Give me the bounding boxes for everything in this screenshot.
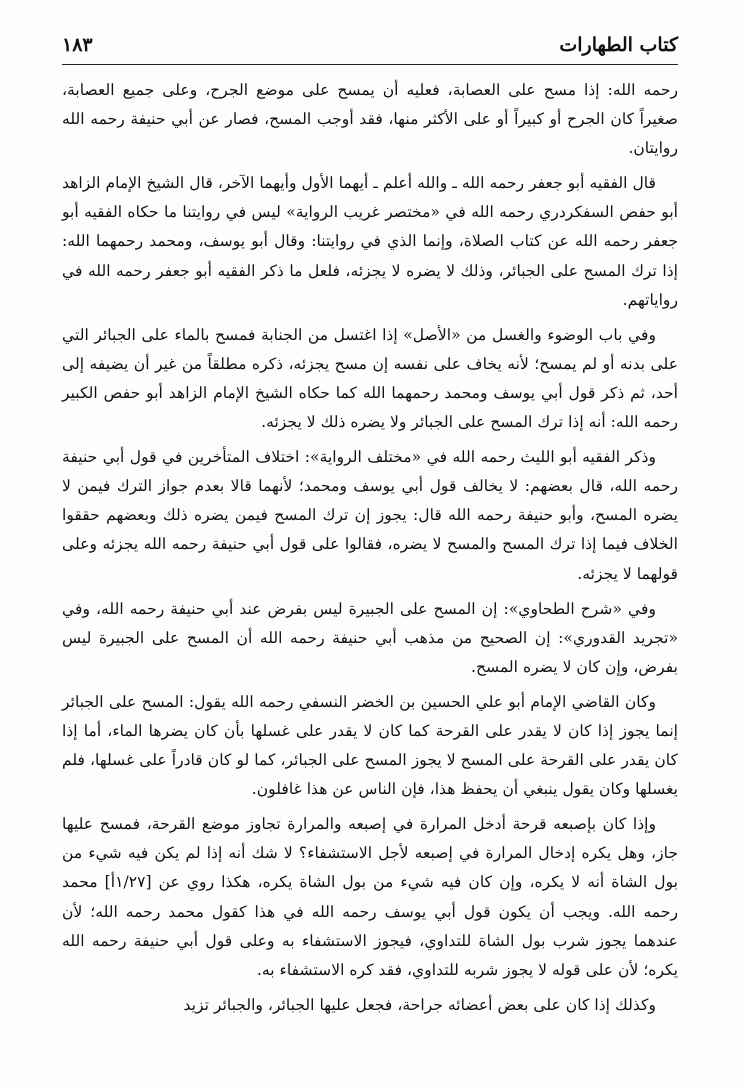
paragraph-1: رحمه الله: إذا مسح على العصابة، فعليه أن يمسح على موضع الجرح، وعلى جميع العصابة، صغيراً كان الجرح أو كبيراً أو على الأكثر منها، فقد أوجب المسح، فصار عن أبي حنيفة رحمه الله روايتان. (62, 81, 678, 158)
paragraph-8: وكذلك إذا كان على بعض أعضائه جراحة، فجعل عليها الجبائر، والجبائر تزيد (183, 995, 656, 1014)
page-header (62, 30, 678, 65)
paragraph-6: وكان القاضي الإمام أبو علي الحسين بن الخضر النسفي رحمه الله يقول: المسح على الجبائر إنما يجوز إذا كان لا يقدر على القرحة كما كان لا يقدر على غسلها بأن كان يضرها الماء، أما إذا كان يقدر على القرحة على المسح لا يجوز المسح على الجبائر، كما لو كان قادراً على غسلها، فلم يغسلها وكان يقول ينبغي أن يحفظ هذا، فإن الناس عن هذا غافلون. (62, 692, 678, 799)
paragraph-5: وفي «شرح الطحاوي»: إن المسح على الجبيرة ليس بفرض عند أبي حنيفة رحمه الله، وفي «تجريد القدوري»: إن الصحيح من مذهب أبي حنيفة رحمه الله أن المسح على الجبيرة ليس بفرض، وإن كان لا يضره المسح. (62, 599, 678, 676)
paragraph-4: وذكر الفقيه أبو الليث رحمه الله في «مختلف الرواية»: اختلاف المتأخرين في قول أبي حنيفة رحمه الله، قال بعضهم: لا يخالف قول أبي يوسف ومحمد؛ لأنهما قالا بعدم جواز الترك فيمن لا يضره المسح، وأبو حنيفة رحمه الله قال: يجوز إن ترك المسح فيمن يضره ذلك وبعضهم حققوا الخلاف فيما إذا ترك المسح والمسح لا يضره، فقالوا على قول أبي حنيفة رحمه الله يجزئه وعلى قولهما لا يجزئه. (62, 448, 678, 583)
paragraph-3: وفي باب الوضوء والغسل من «الأصل» إذا اغتسل من الجنابة فمسح بالماء على الجبائر التي على بدنه أو لم يمسح؛ لأنه يخاف على نفسه إن مسح يجزئه، ذكره مطلقاً من غير أن يضيفه إلى أحد، ثم ذكر قول أبي يوسف ومحمد رحمهما الله كما حكاه الشيخ الإمام الزاهد أبو حفص الكبير رحمه الله: أنه إذا ترك المسح على الجبائر ولا يضره ذلك لا يجزئه. (62, 325, 678, 432)
paragraph-2: قال الفقيه أبو جعفر رحمه الله ـ والله أعلم ـ أيهما الأول وأيهما الآخر، قال الشيخ الإمام الزاهد أبو حفص السفكردري رحمه الله في «مختصر غريب الرواية» ليس في روايتنا ما حكاه الفقيه أبو جعفر رحمه الله عن كتاب الصلاة، وإنما الذي في روايتنا: وقال أبو يوسف، ومحمد رحمهما الله: إذا ترك المسح على الجبائر، وذلك لا يضره لا يجزئه، فلعل ما ذكر الفقيه أبو جعفر رحمه الله في رواياتهم. (62, 174, 678, 309)
chapter-title: كتاب الطهارات (559, 34, 678, 56)
page-number: ١٨٣ (62, 34, 93, 56)
paragraph-7: وإذا كان بإصبعه قرحة أدخل المرارة في إصبعه والمرارة تجاوز موضع القرحة، فمسح عليها جاز، وهل يكره إدخال المرارة في إصبعه لأجل الاستشفاء؟ لا شك أنه إذا لم يكن فيه شيء من بول الشاة أنه لا يكره، وإن كان فيه شيء من بول الشاة يكره، هكذا روي عن [١/٢٧أ] محمد رحمه الله. ويجب أن يكون قول أبي يوسف رحمه الله في هذا كقول محمد رحمه الله؛ لأن عندهما يجوز شرب بول الشاة للتداوي، فيجوز الاستشفاء به وعلى قول أبي حنيفة رحمه الله يكره؛ لأن على قوله لا يجوز شربه للتداوي، فقد كره الاستشفاء به. (62, 815, 678, 979)
page-body (62, 76, 678, 1020)
